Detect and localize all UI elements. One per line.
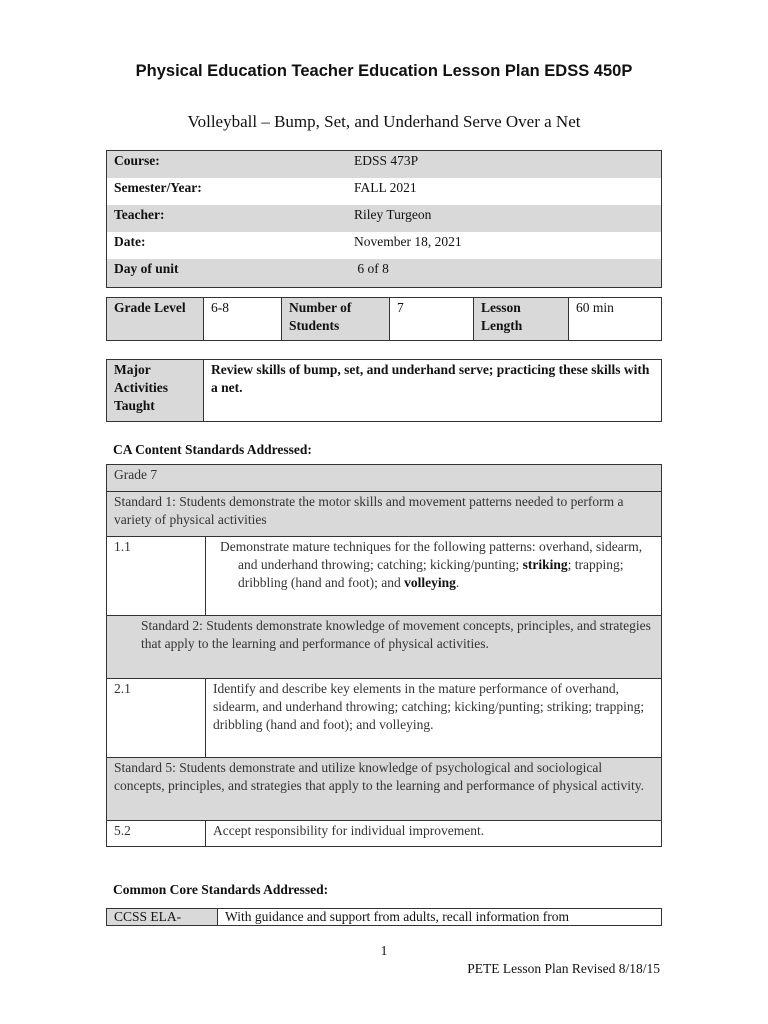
ccss-label: CCSS ELA- bbox=[107, 909, 218, 926]
info-value: FALL 2021 bbox=[354, 180, 417, 195]
info-row-teacher bbox=[107, 205, 662, 232]
course-info-table bbox=[106, 150, 662, 288]
info-value: Riley Turgeon bbox=[347, 205, 662, 232]
lesson-length-value: 60 min bbox=[569, 298, 662, 341]
info-value: November 18, 2021 bbox=[354, 234, 462, 249]
info-label: Date: bbox=[114, 234, 146, 249]
standard-2: Standard 2: Students demonstrate knowledge of movement concepts, principles, and strategies that apply to the learning and performance of physical activities. bbox=[107, 616, 662, 679]
major-activities-table bbox=[106, 359, 662, 422]
major-activities-label: Major Activities Taught bbox=[107, 360, 204, 422]
common-core-table bbox=[106, 908, 662, 926]
students-label: Number of Students bbox=[282, 298, 390, 341]
standard-5: Standard 5: Students demonstrate and utilize knowledge of psychological and sociological concepts, principles, and strategies that apply to the learning and performance of physical activity. bbox=[107, 758, 662, 821]
students-value: 7 bbox=[390, 298, 474, 341]
ca-standards-table bbox=[106, 464, 662, 847]
info-row-course bbox=[107, 151, 662, 179]
standard-1-1-text bbox=[206, 537, 662, 616]
standard-1-1-body: Demonstrate mature techniques for the following patterns: overhand, sidearm, and underhand throwing; catching; kicking/punting; striking; trapping; dribbling (hand and foot); and volleying. bbox=[220, 539, 643, 590]
standard-5-2-text: Accept responsibility for individual improvement. bbox=[206, 821, 662, 847]
info-row-day bbox=[107, 259, 662, 288]
info-label: Day of unit bbox=[107, 259, 348, 288]
standard-number: 5.2 bbox=[107, 821, 206, 847]
standard-2-1-text: Identify and describe key elements in the mature performance of overhand, sidearm, and underhand throwing; catching; kicking/punting; striking; trapping; dribbling (hand and foot); and volleying. bbox=[206, 679, 662, 758]
standard-number: 2.1 bbox=[107, 679, 206, 758]
grade-level-table bbox=[106, 297, 662, 341]
standard-1: Standard 1: Students demonstrate the motor skills and movement patterns needed to perform a variety of physical activities bbox=[107, 492, 662, 537]
common-core-heading: Common Core Standards Addressed: bbox=[113, 882, 329, 897]
standard-number: 1.1 bbox=[107, 537, 206, 616]
info-label: Teacher: bbox=[107, 205, 348, 232]
ca-standards-heading: CA Content Standards Addressed: bbox=[113, 442, 312, 457]
lesson-subtitle: Volleyball – Bump, Set, and Underhand Serve Over a Net bbox=[187, 112, 581, 131]
info-label: Semester/Year: bbox=[114, 180, 202, 195]
info-label: Course: bbox=[107, 151, 348, 179]
grade-level-label: Grade Level bbox=[107, 298, 204, 341]
info-row-date bbox=[107, 232, 662, 259]
lesson-length-label: Lesson Length bbox=[474, 298, 569, 341]
major-activities-value: Review skills of bump, set, and underhand serve; practicing these skills with a net. bbox=[204, 360, 662, 422]
info-value: EDSS 473P bbox=[347, 151, 662, 179]
info-row-semester bbox=[107, 178, 662, 205]
document-title: Physical Education Teacher Education Lesson Plan EDSS 450P bbox=[135, 62, 633, 80]
page-number: 1 bbox=[380, 943, 388, 958]
ccss-value: With guidance and support from adults, recall information from bbox=[218, 909, 662, 926]
grade-level-value: 6-8 bbox=[204, 298, 282, 341]
grade-row: Grade 7 bbox=[107, 465, 662, 492]
info-value: 6 of 8 bbox=[347, 259, 662, 288]
page-footer: PETE Lesson Plan Revised 8/18/15 bbox=[467, 961, 660, 976]
